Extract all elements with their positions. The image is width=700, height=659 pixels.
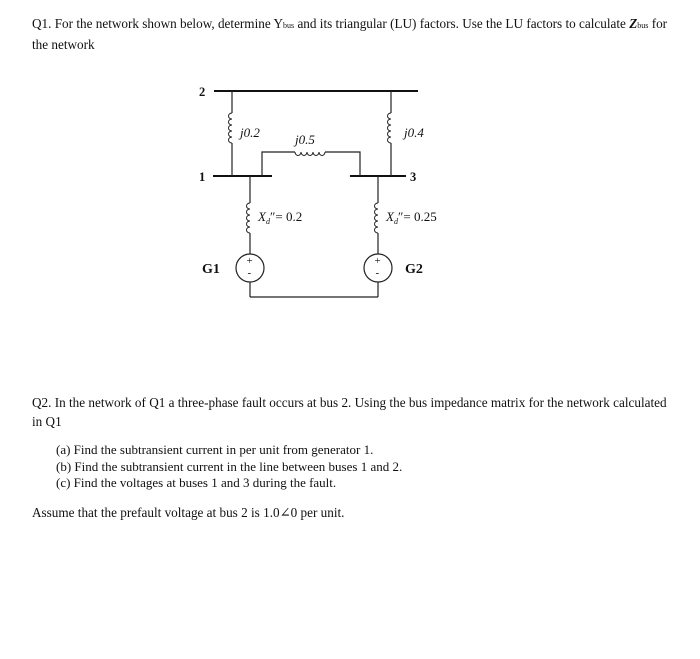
generator-2-branch [364,176,392,297]
g1-reactance-label: $X_d''= 0.2$ [258,209,303,226]
bus-3-label: 3 [410,170,417,184]
inductor-1-3 [295,152,325,156]
generator-1-branch [236,176,264,297]
g2-label: G2 [405,262,423,277]
bus-2-label: 2 [199,85,206,99]
ybus-subscript: bus [283,21,295,30]
svg-text:+: + [374,255,381,267]
g2-reactance-label: $X_d''= 0.25$ [386,209,437,226]
z-2-3-label: j0.4 [404,125,424,140]
inductor-g2 [375,203,378,233]
branch-2-1 [229,91,232,176]
inductor-2-3 [388,113,391,143]
q1-text-part1: For the network shown below, determine Y [54,16,284,31]
inductor-2-1 [229,113,232,143]
z-1-3-label: j0.5 [295,132,315,147]
branch-2-3 [388,91,391,176]
q2-subquestions [56,442,656,492]
list-item: (a) Find the subtransient current in per unit from generator 1. [56,442,374,457]
question-2 [32,393,672,431]
q1-text-part3: for the network [32,16,668,52]
inductor-g1 [247,203,251,233]
z-2-1-label: j0.2 [240,125,260,140]
assumption-text: Assume that the prefault voltage at bus 2 is 1.0∠0 per unit. [32,505,345,520]
q1-number: Q1. [32,16,52,31]
list-item: (b) Find the subtransient current in the line between buses 1 and 2. [56,458,403,474]
svg-text:-: - [375,267,380,279]
q2-text: In the network of Q1 a three-phase fault occurs at bus 2. Using the bus impedance matrix for the network calculated in Q1 [32,395,667,429]
q2-number: Q2. [32,395,52,410]
svg-text:-: - [247,267,252,279]
svg-text:+: + [246,255,253,267]
branch-1-3 [262,152,360,176]
list-item: (c) Find the voltages at buses 1 and 3 during the fault. [56,475,337,490]
zbus-symbol: Z [629,16,638,31]
zbus-subscript: bus [637,21,649,30]
q1-text-part2: and its triangular (LU) factors. Use the LU factors to calculate [297,16,626,31]
g1-label: G1 [202,262,220,277]
bus-1-label: 1 [199,170,206,184]
